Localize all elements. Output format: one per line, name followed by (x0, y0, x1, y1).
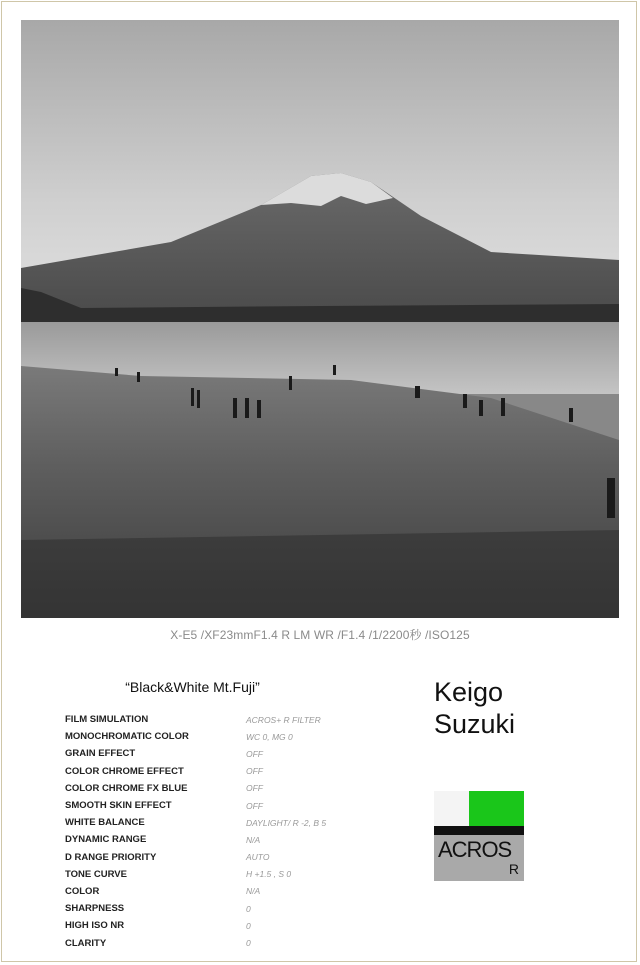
settings-row (65, 780, 326, 797)
setting-key: COLOR (65, 885, 100, 897)
setting-value: H +1.5 , S 0 (246, 869, 292, 880)
setting-value: 0 (246, 938, 251, 949)
author-name (434, 676, 515, 740)
settings-row (65, 883, 326, 900)
settings-row (65, 849, 326, 866)
settings-row (65, 900, 326, 917)
setting-value: 0 (246, 920, 251, 931)
setting-key: D RANGE PRIORITY (65, 851, 157, 863)
setting-key: TONE CURVE (65, 868, 127, 880)
mt-fuji-photo (21, 20, 619, 618)
author-first-name: Keigo (434, 677, 504, 707)
setting-key: SHARPNESS (65, 903, 125, 915)
setting-value: OFF (246, 766, 263, 777)
setting-key: DYNAMIC RANGE (65, 834, 147, 846)
setting-key: SMOOTH SKIN EFFECT (65, 800, 172, 812)
setting-key: HIGH ISO NR (65, 920, 125, 932)
settings-row (65, 728, 326, 745)
exif-caption: X-E5 /XF23mmF1.4 R LM WR /F1.4 /1/2200秒 /ISO125 (170, 628, 470, 642)
setting-value: OFF (246, 748, 263, 759)
logo-white-block (434, 791, 469, 826)
settings-row (65, 917, 326, 934)
settings-row (65, 711, 326, 728)
film-settings-table (65, 711, 326, 952)
logo-black-band (434, 826, 524, 835)
photo-title: “Black&White Mt.Fuji” (125, 679, 260, 695)
setting-value: DAYLIGHT/ R -2, B 5 (246, 817, 327, 828)
setting-key: CLARITY (65, 937, 107, 949)
setting-key: COLOR CHROME FX BLUE (65, 782, 188, 794)
settings-row (65, 763, 326, 780)
setting-value: OFF (246, 800, 263, 811)
settings-row (65, 797, 326, 814)
logo-green-block (469, 791, 524, 826)
setting-value: WC 0, MG 0 (246, 731, 293, 742)
setting-value: AUTO (246, 852, 270, 863)
settings-row (65, 745, 326, 762)
settings-row (65, 831, 326, 848)
settings-row (65, 866, 326, 883)
logo-suffix: R (508, 861, 519, 877)
setting-value: 0 (246, 903, 251, 914)
photo-illustration (21, 20, 619, 618)
setting-key: WHITE BALANCE (65, 817, 145, 829)
setting-value: ACROS+ R FILTER (246, 714, 321, 725)
logo-name: ACROS (438, 837, 512, 862)
foreground-shadow (21, 530, 619, 618)
setting-key: FILM SIMULATION (65, 714, 149, 726)
setting-key: COLOR CHROME EFFECT (65, 765, 184, 777)
setting-value: N/A (246, 834, 261, 845)
setting-key: MONOCHROMATIC COLOR (65, 731, 189, 743)
setting-value: N/A (246, 886, 261, 897)
setting-key: GRAIN EFFECT (65, 748, 136, 760)
settings-row (65, 814, 326, 831)
acros-r-logo (434, 791, 524, 881)
author-last-name: Suzuki (434, 709, 516, 739)
settings-row (65, 934, 326, 951)
setting-value: OFF (246, 783, 263, 794)
